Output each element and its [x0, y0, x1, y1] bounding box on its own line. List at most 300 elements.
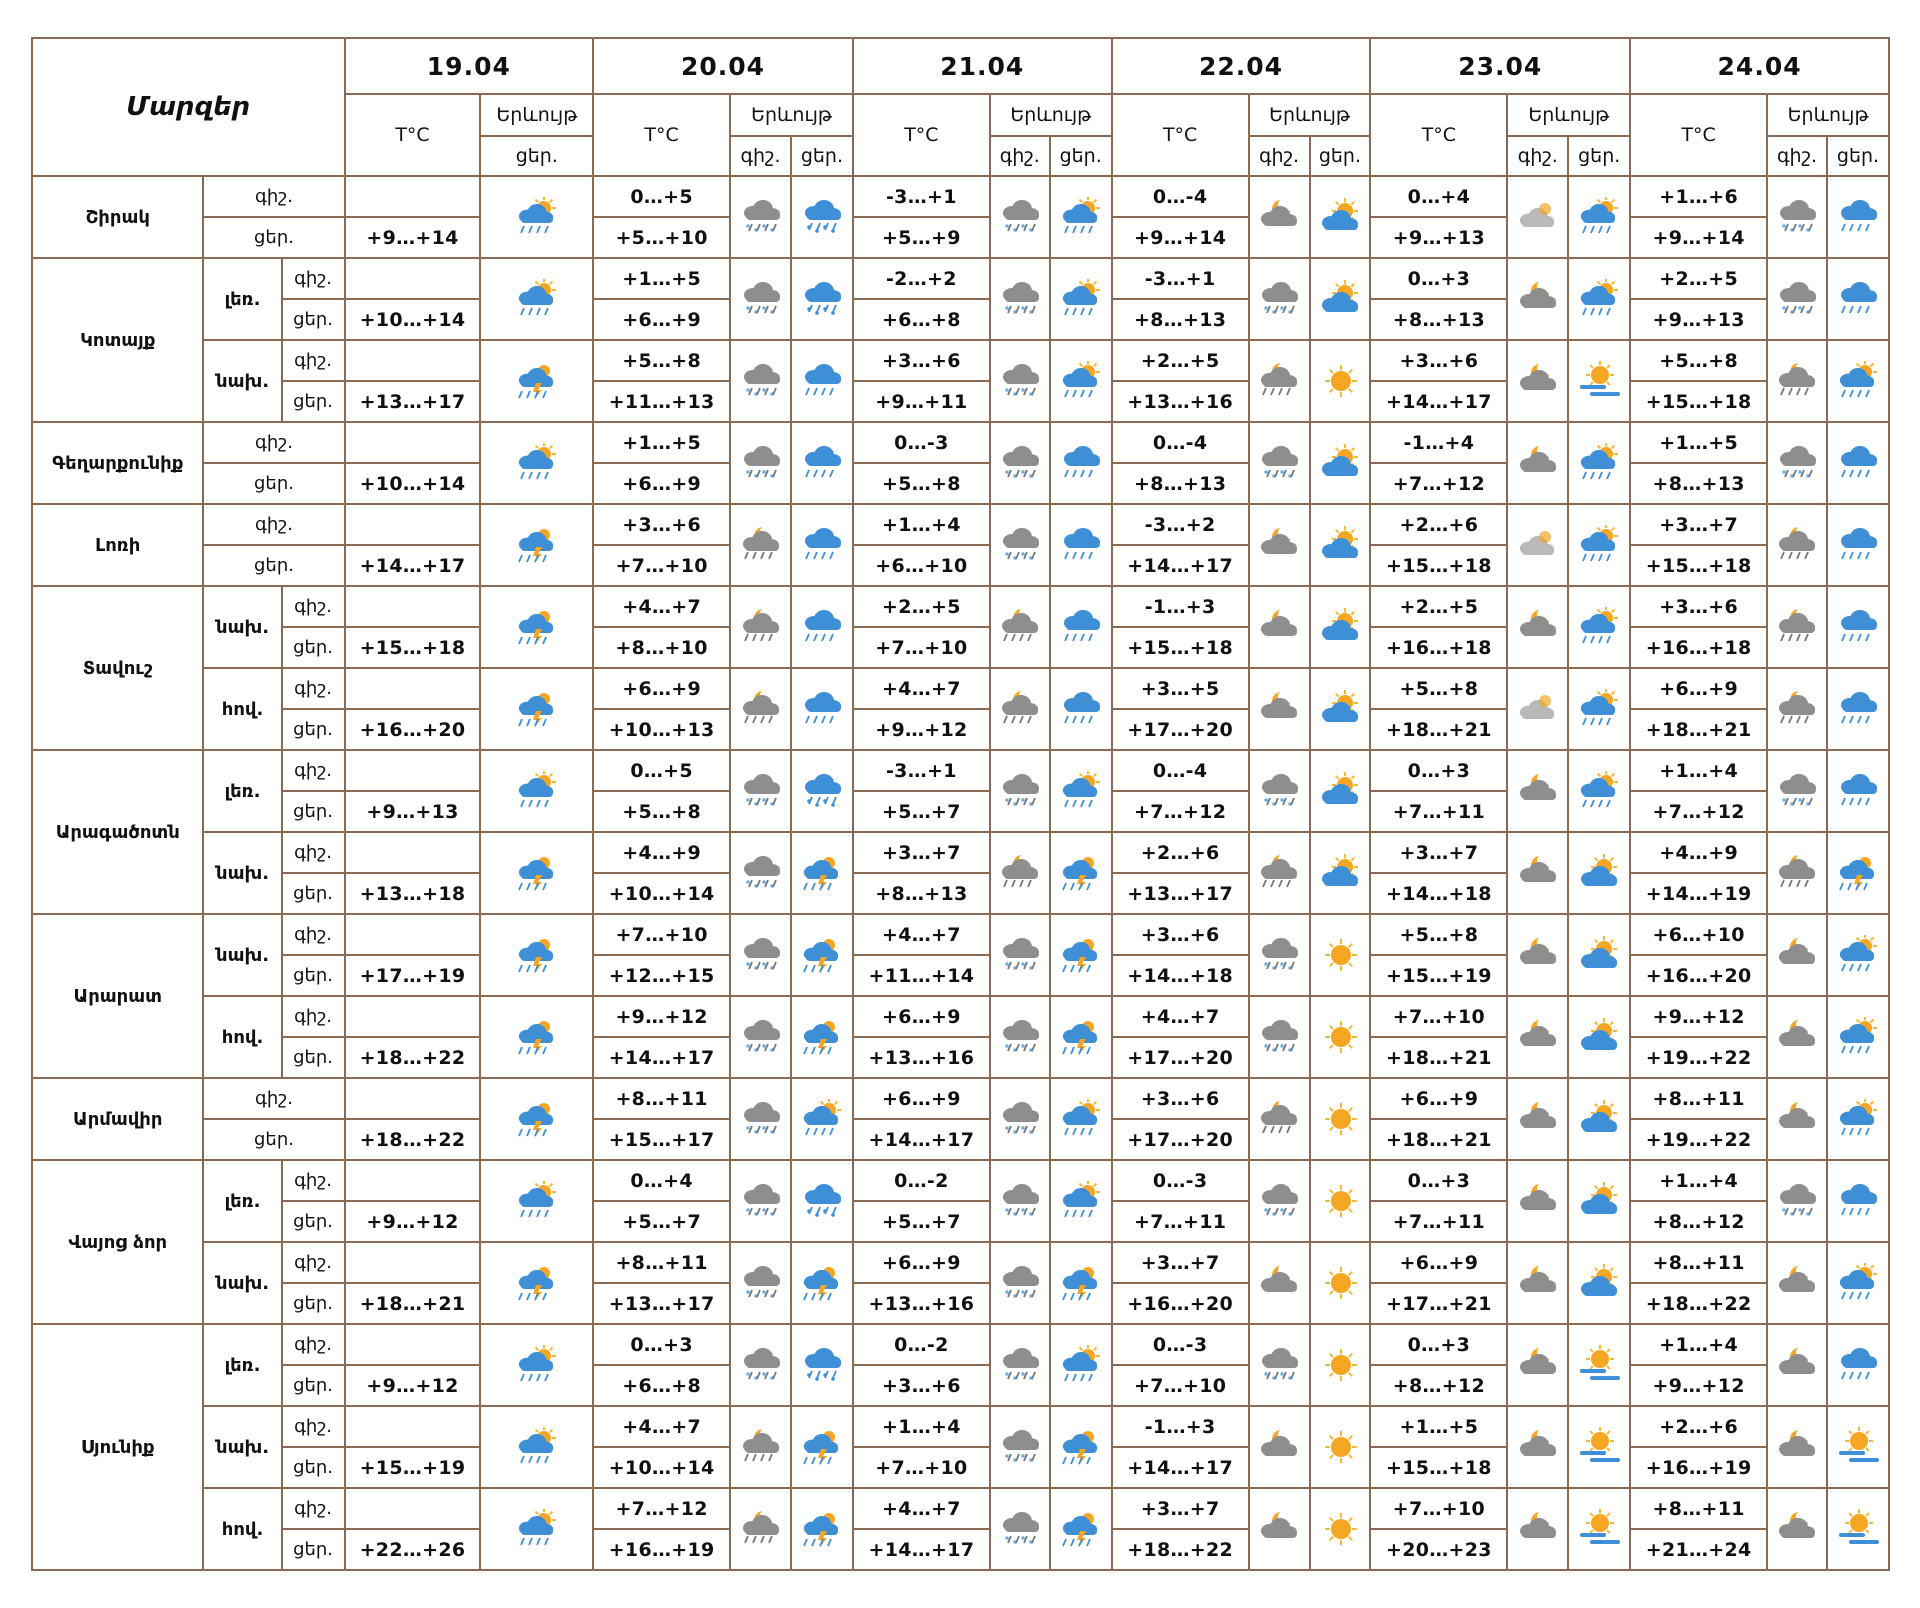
temperature-range: 0…+3 [1370, 1324, 1507, 1365]
temperature-range [345, 996, 481, 1037]
sun-rain-cloud-icon [1568, 586, 1630, 668]
partly-cloudy-icon [1507, 176, 1568, 258]
temperature-range: +5…+7 [853, 791, 990, 832]
temperature-range: +1…+6 [1630, 176, 1767, 217]
temperature-range: +4…+9 [1630, 832, 1767, 873]
temperature-range: +5…+8 [1370, 914, 1507, 955]
sleet-cloud-icon [990, 176, 1050, 258]
night-rain-icon [1249, 832, 1310, 914]
night-cloud-icon [1249, 586, 1310, 668]
sun-rain-cloud-icon [1568, 504, 1630, 586]
temperature-range: +6…+9 [1630, 668, 1767, 709]
temperature-range: +7…+11 [1370, 791, 1507, 832]
subregion-name: լեռ. [203, 1160, 281, 1242]
sleet-cloud-icon [730, 422, 791, 504]
day-subheader: ցեր. [1827, 136, 1889, 176]
rain-cloud-icon [791, 586, 853, 668]
table-row [32, 1406, 1889, 1447]
temp-header: T°C [853, 94, 990, 176]
temperature-range: +6…+9 [853, 996, 990, 1037]
rain-cloud-icon [791, 504, 853, 586]
temperature-range: +7…+11 [1370, 1201, 1507, 1242]
temperature-range: +3…+6 [853, 340, 990, 381]
temperature-range: +21…+24 [1630, 1529, 1767, 1570]
sun-rain-cloud-icon [1050, 1324, 1112, 1406]
temperature-range: +18…+22 [345, 1037, 481, 1078]
temperature-range: 0…-4 [1112, 422, 1249, 463]
rain-cloud-icon [791, 668, 853, 750]
temperature-range: +5…+8 [1370, 668, 1507, 709]
night-cloud-icon [1507, 586, 1568, 668]
temperature-range: +14…+18 [1112, 955, 1249, 996]
sleet-cloud-icon [1767, 176, 1827, 258]
region-name: Արարատ [32, 914, 203, 1078]
sun-behind-blue-cloud-icon [1568, 996, 1630, 1078]
snow-cloud-icon [791, 750, 853, 832]
temperature-range: +5…+9 [853, 217, 990, 258]
temperature-range: +4…+7 [593, 586, 730, 627]
night-cloud-icon [1507, 914, 1568, 996]
region-name: Վայոց ձոր [32, 1160, 203, 1324]
temperature-range: +14…+17 [345, 545, 481, 586]
rain-cloud-icon [1827, 258, 1889, 340]
rain-cloud-icon [1050, 668, 1112, 750]
temperature-range: +3…+7 [1112, 1488, 1249, 1529]
time-of-day-label: ցեր. [203, 463, 344, 504]
temperature-range: +20…+23 [1370, 1529, 1507, 1570]
table-row [32, 1324, 1889, 1365]
temperature-range: +13…+17 [593, 1283, 730, 1324]
temperature-range: +6…+8 [593, 1365, 730, 1406]
temperature-range: +17…+20 [1112, 1037, 1249, 1078]
temperature-range: +10…+13 [593, 709, 730, 750]
sun-behind-blue-cloud-icon [1310, 504, 1371, 586]
temperature-range: +3…+6 [853, 1365, 990, 1406]
night-cloud-icon [1767, 1324, 1827, 1406]
sleet-cloud-icon [730, 914, 791, 996]
sun-rain-cloud-icon [480, 258, 593, 340]
temperature-range [345, 258, 481, 299]
thunderstorm-icon [791, 832, 853, 914]
sleet-cloud-icon [1767, 258, 1827, 340]
temperature-range: 0…-2 [853, 1324, 990, 1365]
temperature-range: +8…+13 [1370, 299, 1507, 340]
time-of-day-label: ցեր. [203, 1119, 344, 1160]
temperature-range: +9…+14 [345, 217, 481, 258]
temperature-range: +4…+9 [593, 832, 730, 873]
time-of-day-label: ցեր. [282, 955, 345, 996]
subregion-name: լեռ. [203, 1324, 281, 1406]
temperature-range: +16…+20 [1630, 955, 1767, 996]
temperature-range: +1…+4 [853, 504, 990, 545]
temperature-range: +15…+18 [1370, 545, 1507, 586]
sun-rain-cloud-icon [1827, 1078, 1889, 1160]
temperature-range: +7…+10 [853, 1447, 990, 1488]
time-of-day-label: գիշ. [282, 1324, 345, 1365]
thunderstorm-icon [791, 1242, 853, 1324]
snow-cloud-icon [791, 1160, 853, 1242]
temperature-range: +7…+12 [1370, 463, 1507, 504]
sleet-cloud-icon [990, 258, 1050, 340]
temperature-range: +8…+13 [1630, 463, 1767, 504]
temperature-range: +3…+7 [853, 832, 990, 873]
temperature-range: +5…+8 [1630, 340, 1767, 381]
sleet-cloud-icon [730, 258, 791, 340]
temperature-range: 0…+3 [1370, 258, 1507, 299]
temperature-range: +4…+7 [853, 914, 990, 955]
sun-rain-cloud-icon [1050, 340, 1112, 422]
temperature-range: +11…+13 [593, 381, 730, 422]
temperature-range: +14…+18 [1370, 873, 1507, 914]
time-of-day-label: ցեր. [282, 1447, 345, 1488]
night-rain-icon [1767, 832, 1827, 914]
region-name: Գեղարքունիք [32, 422, 203, 504]
temperature-range: +17…+20 [1112, 1119, 1249, 1160]
temperature-range: +16…+18 [1370, 627, 1507, 668]
temperature-range: 0…-4 [1112, 176, 1249, 217]
temperature-range: +6…+10 [1630, 914, 1767, 955]
thunderstorm-icon [480, 1242, 593, 1324]
time-of-day-label: գիշ. [282, 340, 345, 381]
temperature-range: -3…+1 [1112, 258, 1249, 299]
snow-cloud-icon [791, 176, 853, 258]
sun-rain-cloud-icon [1827, 996, 1889, 1078]
phenomenon-header: Երևույթ [1767, 94, 1889, 136]
temperature-range: +14…+19 [1630, 873, 1767, 914]
sun-icon [1310, 1160, 1371, 1242]
sun-behind-blue-cloud-icon [1310, 668, 1371, 750]
thunderstorm-icon [480, 1078, 593, 1160]
sleet-cloud-icon [990, 1406, 1050, 1488]
night-cloud-icon [1249, 176, 1310, 258]
temperature-range [345, 1160, 481, 1201]
thunderstorm-icon [791, 1406, 853, 1488]
day-subheader: ցեր. [1310, 136, 1371, 176]
night-cloud-icon [1507, 258, 1568, 340]
sun-haze-icon [1568, 1488, 1630, 1570]
time-of-day-label: ցեր. [282, 1283, 345, 1324]
temperature-range: +16…+18 [1630, 627, 1767, 668]
temperature-range: +6…+9 [853, 1078, 990, 1119]
time-of-day-label: ցեր. [203, 217, 344, 258]
night-cloud-icon [1507, 1488, 1568, 1570]
night-subheader: գիշ. [730, 136, 791, 176]
temperature-range: +15…+18 [1630, 381, 1767, 422]
sleet-cloud-icon [730, 1242, 791, 1324]
time-of-day-label: գիշ. [282, 586, 345, 627]
sleet-cloud-icon [730, 750, 791, 832]
sleet-cloud-icon [1767, 1160, 1827, 1242]
temperature-range: +5…+8 [853, 463, 990, 504]
time-of-day-label: ցեր. [282, 709, 345, 750]
temperature-range: +13…+17 [345, 381, 481, 422]
time-of-day-label: գիշ. [282, 258, 345, 299]
time-of-day-label: ցեր. [282, 627, 345, 668]
time-of-day-label: գիշ. [203, 422, 344, 463]
thunderstorm-icon [1050, 914, 1112, 996]
night-rain-icon [1767, 340, 1827, 422]
temperature-range: +8…+11 [1630, 1488, 1767, 1529]
temperature-range: +14…+17 [1112, 1447, 1249, 1488]
rain-cloud-icon [1827, 1324, 1889, 1406]
temperature-range: +1…+5 [1370, 1406, 1507, 1447]
phenomenon-header: Երևույթ [730, 94, 853, 136]
temperature-range: +17…+19 [345, 955, 481, 996]
night-rain-icon [1249, 1078, 1310, 1160]
sun-behind-blue-cloud-icon [1310, 750, 1371, 832]
rain-cloud-icon [791, 340, 853, 422]
table-row [32, 750, 1889, 791]
day-subheader: ցեր. [1568, 136, 1630, 176]
temperature-range: +1…+4 [1630, 750, 1767, 791]
thunderstorm-icon [480, 340, 593, 422]
sun-rain-cloud-icon [480, 1324, 593, 1406]
sun-behind-blue-cloud-icon [1568, 1242, 1630, 1324]
sun-rain-cloud-icon [1050, 750, 1112, 832]
temperature-range: +3…+7 [1630, 504, 1767, 545]
night-cloud-icon [1767, 996, 1827, 1078]
temperature-range: +2…+5 [1112, 340, 1249, 381]
snow-cloud-icon [791, 1324, 853, 1406]
sleet-cloud-icon [990, 1078, 1050, 1160]
time-of-day-label: գիշ. [282, 914, 345, 955]
temp-header: T°C [1630, 94, 1767, 176]
sun-rain-cloud-icon [1050, 176, 1112, 258]
temperature-range: +6…+9 [593, 299, 730, 340]
sleet-cloud-icon [730, 340, 791, 422]
time-of-day-label: գիշ. [282, 750, 345, 791]
temperature-range [345, 750, 481, 791]
temperature-range: +9…+12 [345, 1365, 481, 1406]
temperature-range: +3…+6 [1630, 586, 1767, 627]
thunderstorm-icon [1050, 832, 1112, 914]
temperature-range: +14…+17 [853, 1119, 990, 1160]
time-of-day-label: գիշ. [282, 1406, 345, 1447]
night-cloud-icon [1767, 1406, 1827, 1488]
sun-icon [1310, 1078, 1371, 1160]
table-row [32, 1160, 1889, 1201]
rain-cloud-icon [1827, 586, 1889, 668]
forecast-table-wrapper [31, 37, 1890, 1571]
subregion-name: նախ. [203, 914, 281, 996]
sun-behind-blue-cloud-icon [1568, 914, 1630, 996]
rain-cloud-icon [1827, 422, 1889, 504]
temperature-range: +16…+19 [593, 1529, 730, 1570]
temperature-range: +5…+7 [853, 1201, 990, 1242]
temperature-range: +13…+16 [853, 1037, 990, 1078]
sun-icon [1310, 996, 1371, 1078]
sun-icon [1310, 1488, 1371, 1570]
day-subheader: ցեր. [480, 136, 593, 176]
temperature-range: +8…+11 [1630, 1078, 1767, 1119]
time-of-day-label: ցեր. [282, 299, 345, 340]
temperature-range [345, 1406, 481, 1447]
thunderstorm-icon [1050, 1406, 1112, 1488]
temperature-range: +9…+13 [1630, 299, 1767, 340]
temperature-range [345, 668, 481, 709]
temperature-range: +3…+6 [1370, 340, 1507, 381]
temperature-range: 0…+3 [593, 1324, 730, 1365]
night-subheader: գիշ. [1249, 136, 1310, 176]
night-cloud-icon [1767, 1242, 1827, 1324]
night-cloud-icon [1507, 1160, 1568, 1242]
table-row [32, 668, 1889, 709]
temperature-range: +14…+17 [1112, 545, 1249, 586]
night-rain-icon [1249, 340, 1310, 422]
thunderstorm-icon [1050, 996, 1112, 1078]
temperature-range: +1…+5 [593, 422, 730, 463]
thunderstorm-icon [1827, 832, 1889, 914]
forecast-table [31, 37, 1890, 1571]
time-of-day-label: ցեր. [282, 381, 345, 422]
rain-cloud-icon [1827, 176, 1889, 258]
temperature-range: +22…+26 [345, 1529, 481, 1570]
temperature-range: -3…+1 [853, 176, 990, 217]
sun-behind-blue-cloud-icon [1310, 176, 1371, 258]
temperature-range: +8…+12 [1630, 1201, 1767, 1242]
temperature-range: +2…+6 [1630, 1406, 1767, 1447]
rain-cloud-icon [1827, 750, 1889, 832]
temperature-range: 0…+5 [593, 750, 730, 791]
time-of-day-label: ցեր. [282, 1201, 345, 1242]
temperature-range [345, 1078, 481, 1119]
night-rain-icon [1767, 668, 1827, 750]
temperature-range: +8…+11 [1630, 1242, 1767, 1283]
night-cloud-icon [1507, 422, 1568, 504]
sleet-cloud-icon [1249, 1324, 1310, 1406]
snow-cloud-icon [791, 258, 853, 340]
temperature-range: +6…+9 [593, 668, 730, 709]
rain-cloud-icon [1050, 422, 1112, 504]
region-name: Արագածոտն [32, 750, 203, 914]
temperature-range [345, 1324, 481, 1365]
thunderstorm-icon [791, 914, 853, 996]
sun-behind-blue-cloud-icon [1568, 1160, 1630, 1242]
subregion-name: հով. [203, 668, 281, 750]
sun-rain-cloud-icon [1050, 1078, 1112, 1160]
sun-rain-cloud-icon [480, 422, 593, 504]
time-of-day-label: գիշ. [203, 176, 344, 217]
temperature-range: +6…+9 [1370, 1078, 1507, 1119]
sun-icon [1310, 1242, 1371, 1324]
time-of-day-label: գիշ. [282, 1160, 345, 1201]
temperature-range: +1…+4 [1630, 1324, 1767, 1365]
table-row [32, 996, 1889, 1037]
temperature-range: +16…+20 [345, 709, 481, 750]
night-cloud-icon [1767, 914, 1827, 996]
temperature-range: +7…+10 [853, 627, 990, 668]
temperature-range: +15…+19 [1370, 955, 1507, 996]
thunderstorm-icon [1050, 1488, 1112, 1570]
sleet-cloud-icon [730, 1324, 791, 1406]
phenomenon-header: Երևույթ [480, 94, 593, 136]
sleet-cloud-icon [990, 1242, 1050, 1324]
temperature-range: +11…+14 [853, 955, 990, 996]
temperature-range: 0…+4 [593, 1160, 730, 1201]
sun-behind-blue-cloud-icon [1568, 1078, 1630, 1160]
temperature-range: +17…+20 [1112, 709, 1249, 750]
subregion-name: նախ. [203, 340, 281, 422]
temperature-range: +10…+14 [593, 1447, 730, 1488]
time-of-day-label: ցեր. [282, 1529, 345, 1570]
night-subheader: գիշ. [1767, 136, 1827, 176]
temperature-range: +8…+10 [593, 627, 730, 668]
sun-rain-cloud-icon [1050, 1160, 1112, 1242]
time-of-day-label: գիշ. [282, 996, 345, 1037]
date-header: 20.04 [593, 38, 853, 94]
region-name: Սյունիք [32, 1324, 203, 1570]
day-subheader: ցեր. [791, 136, 853, 176]
sleet-cloud-icon [1249, 1160, 1310, 1242]
temperature-range: +6…+10 [853, 545, 990, 586]
temperature-range: +8…+12 [1370, 1365, 1507, 1406]
sun-rain-cloud-icon [1568, 422, 1630, 504]
sleet-cloud-icon [990, 996, 1050, 1078]
sleet-cloud-icon [730, 1078, 791, 1160]
time-of-day-label: ցեր. [282, 791, 345, 832]
night-rain-icon [1767, 586, 1827, 668]
temperature-range [345, 176, 481, 217]
region-name: Արմավիր [32, 1078, 203, 1160]
sleet-cloud-icon [730, 832, 791, 914]
phenomenon-header: Երևույթ [1249, 94, 1371, 136]
temperature-range: 0…-2 [853, 1160, 990, 1201]
table-row [32, 422, 1889, 463]
regions-header: Մարզեր [32, 38, 345, 176]
temperature-range [345, 504, 481, 545]
thunderstorm-icon [1050, 1242, 1112, 1324]
sleet-cloud-icon [990, 1324, 1050, 1406]
temperature-range: +16…+19 [1630, 1447, 1767, 1488]
subregion-name: նախ. [203, 1406, 281, 1488]
partly-cloudy-icon [1507, 504, 1568, 586]
night-cloud-icon [1767, 1488, 1827, 1570]
thunderstorm-icon [791, 1488, 853, 1570]
night-cloud-icon [1249, 1242, 1310, 1324]
date-header: 24.04 [1630, 38, 1889, 94]
table-row [32, 340, 1889, 381]
sun-haze-icon [1827, 1488, 1889, 1570]
sun-rain-cloud-icon [1827, 1242, 1889, 1324]
thunderstorm-icon [480, 668, 593, 750]
temperature-range: +15…+18 [1370, 1447, 1507, 1488]
temperature-range: +17…+21 [1370, 1283, 1507, 1324]
temperature-range: -1…+3 [1112, 586, 1249, 627]
temperature-range: +3…+6 [593, 504, 730, 545]
table-row [32, 1488, 1889, 1529]
sun-behind-blue-cloud-icon [1310, 832, 1371, 914]
sun-behind-blue-cloud-icon [1568, 832, 1630, 914]
time-of-day-label: ցեր. [203, 545, 344, 586]
temperature-range: +7…+10 [593, 914, 730, 955]
temperature-range: +8…+11 [593, 1078, 730, 1119]
temperature-range: +9…+13 [345, 791, 481, 832]
time-of-day-label: ցեր. [282, 1365, 345, 1406]
temperature-range: +15…+18 [1630, 545, 1767, 586]
temperature-range: +2…+6 [1112, 832, 1249, 873]
temperature-range: +4…+7 [853, 668, 990, 709]
temperature-range: -3…+1 [853, 750, 990, 791]
temp-header: T°C [1370, 94, 1507, 176]
date-header: 21.04 [853, 38, 1112, 94]
subregion-name: հով. [203, 996, 281, 1078]
temperature-range: +10…+14 [345, 299, 481, 340]
temperature-range: +7…+12 [1112, 791, 1249, 832]
sun-haze-icon [1568, 1406, 1630, 1488]
temperature-range: +4…+7 [593, 1406, 730, 1447]
partly-cloudy-icon [1507, 668, 1568, 750]
rain-cloud-icon [1827, 1160, 1889, 1242]
